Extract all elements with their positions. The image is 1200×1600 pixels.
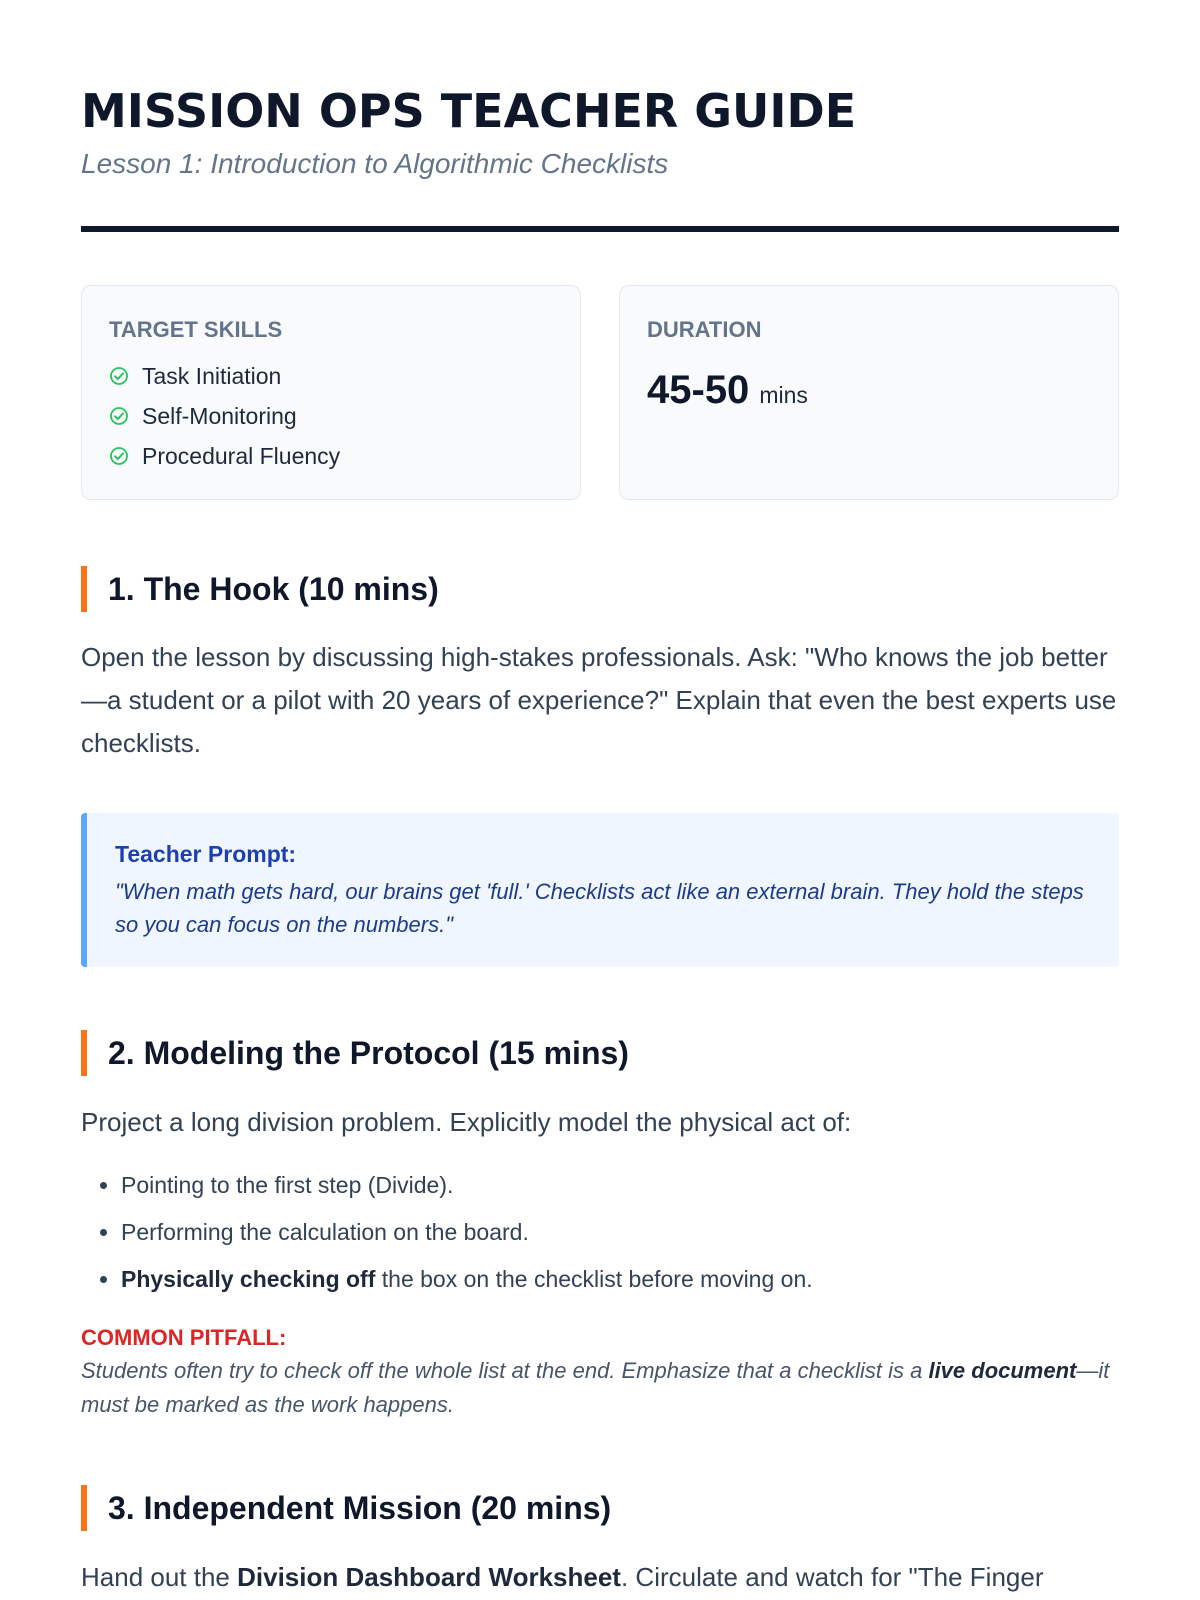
skill-item	[109, 356, 553, 396]
mission-body	[81, 1556, 1119, 1599]
header-divider	[81, 226, 1119, 232]
page-subtitle: Lesson 1: Introduction to Algorithmic Checklists	[81, 148, 669, 179]
skill-label: Procedural Fluency	[142, 442, 341, 469]
mission-body-pre: Hand out the	[81, 1562, 238, 1592]
pitfall-text	[81, 1354, 1119, 1422]
page-title: MISSION OPS TEACHER GUIDE	[81, 84, 857, 138]
worksheet-name: Division Dashboard Worksheet	[237, 1562, 621, 1592]
skill-item	[109, 396, 553, 436]
skill-list	[109, 356, 553, 476]
section-heading-mission: 3. Independent Mission (20 mins)	[81, 1485, 1119, 1531]
skill-label: Self-Monitoring	[142, 402, 297, 429]
duration-value: 45-50	[647, 368, 750, 412]
target-skills-label: TARGET SKILLS	[109, 317, 283, 342]
duration-readout	[647, 366, 1091, 414]
duration-label: DURATION	[647, 317, 762, 342]
section-heading-modeling: 2. Modeling the Protocol (15 mins)	[81, 1030, 1119, 1076]
check-circle-icon	[109, 446, 129, 466]
target-skills-card	[81, 285, 581, 500]
pitfall-emphasis: live document	[928, 1358, 1077, 1383]
callout-text: "When math gets hard, our brains get 'full.' Checklists act like an external brain. They hold the steps so you can focus on the numbers."	[115, 879, 1084, 937]
hook-body: Open the lesson by discussing high-stakes professionals. Ask: "Who knows the job better—a student or a pilot with 20 years of experience?" Explain that even the best experts use checklists.	[81, 642, 1117, 758]
modeling-body: Project a long division problem. Explicitly model the physical act of:	[81, 1107, 852, 1137]
list-item: • Performing the calculation on the board.	[121, 1209, 1119, 1256]
mission-body-post: . Circulate and watch for "The Finger	[620, 1562, 1044, 1592]
list-item: • Pointing to the first step (Divide).	[121, 1162, 1119, 1209]
teacher-prompt-callout	[81, 813, 1119, 967]
duration-card	[619, 285, 1119, 500]
pitfall-label: COMMON PITFALL:	[81, 1325, 287, 1350]
skill-label: Task Initiation	[142, 362, 282, 389]
summary-cards	[81, 285, 1119, 500]
duration-unit: mins	[759, 382, 808, 408]
step-rest: the box on the checklist before moving on.	[375, 1266, 813, 1292]
check-circle-icon	[109, 366, 129, 386]
callout-label: Teacher Prompt:	[115, 841, 297, 867]
pitfall-text-post: —it must be marked as the work happens.	[81, 1358, 1110, 1417]
section-heading-hook: 1. The Hook (10 mins)	[81, 566, 1119, 612]
skill-item	[109, 436, 553, 476]
modeling-steps	[81, 1162, 1119, 1303]
step-emphasis: Physically checking off	[121, 1266, 376, 1292]
pitfall-text-pre: Students often try to check off the whole list at the end. Emphasize that a checklist is a	[81, 1358, 929, 1383]
check-circle-icon	[109, 406, 129, 426]
list-item	[121, 1256, 1119, 1303]
